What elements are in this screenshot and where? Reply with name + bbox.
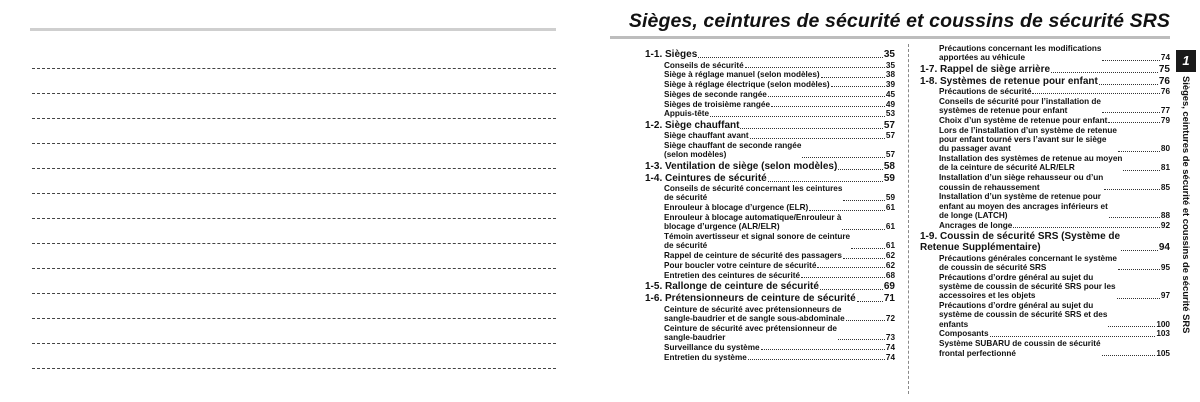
chapter-side-label — [1180, 76, 1194, 334]
note-line — [32, 268, 556, 269]
toc-leader-dots — [768, 181, 883, 182]
toc-section[interactable] — [645, 120, 895, 131]
toc-page-number: 76 — [1160, 87, 1170, 97]
toc-page-number: 35 — [885, 60, 895, 70]
toc-item[interactable] — [920, 301, 1170, 329]
toc-section[interactable] — [920, 231, 1170, 253]
toc-leader-dots — [771, 106, 885, 107]
toc-entry-title: Siège chauffant de seconde rangée (selon modèles) — [664, 141, 802, 160]
note-line — [32, 143, 556, 144]
toc-entry-title: 1-6. Prétensionneurs de ceinture de sécurité — [645, 293, 856, 305]
toc-entry-title: Ceinture de sécurité avec prétensionneur de sangle-baudrier — [664, 323, 837, 343]
toc-page-number: 57 — [885, 131, 895, 141]
note-line — [32, 243, 556, 244]
note-line — [32, 318, 556, 319]
toc-section[interactable] — [645, 293, 895, 304]
toc-item[interactable] — [645, 203, 895, 212]
toc-page-number: 105 — [1156, 348, 1170, 358]
toc-item[interactable] — [920, 329, 1170, 338]
page-title: Sièges, ceintures de sécurité et coussins de sécurité SRS — [628, 10, 1170, 32]
toc-entry-title: Pour boucler votre ceinture de sécurité — [664, 261, 817, 271]
toc-entry-title: 1-1. Sièges — [645, 49, 698, 60]
toc-item[interactable] — [920, 273, 1170, 301]
toc-page-number: 92 — [1160, 220, 1170, 230]
toc-entry-title: Siège à réglage manuel (selon modèles) — [664, 70, 820, 80]
toc-page-number: 97 — [1160, 291, 1170, 301]
toc-page-number: 61 — [885, 222, 895, 232]
toc-entry-title: Précautions d’ordre général au sujet du système de coussin de sécurité SRS pour les accessoires et les objets — [939, 272, 1116, 301]
toc-leader-dots — [821, 77, 885, 78]
toc-item[interactable] — [645, 70, 895, 79]
toc-entry-title: Installation d’un système de retenue pour enfant au moyen des ancrages inférieurs et de longe (LATCH) — [939, 192, 1108, 220]
toc-page-number: 68 — [885, 270, 895, 280]
toc-page-number: 69 — [883, 281, 895, 293]
toc-item[interactable] — [920, 154, 1170, 173]
toc-page-number: 49 — [885, 99, 895, 109]
toc-entry-title: Appuis-tête — [664, 109, 710, 119]
toc-item[interactable] — [645, 305, 895, 324]
toc-entry-title: Témoin avertisseur et signal sonore de ceinture de sécurité — [664, 232, 851, 251]
toc-leader-dots — [990, 336, 1156, 337]
toc-item[interactable] — [920, 126, 1170, 154]
toc-page-number: 103 — [1156, 329, 1170, 339]
note-line — [32, 118, 556, 119]
toc-entry-title: Siège chauffant avant — [664, 131, 749, 141]
toc-leader-dots — [740, 128, 882, 129]
toc-entry-title: Ancrages de longe — [939, 220, 1013, 230]
title-rule — [610, 36, 1170, 39]
chapter-number-tab: 1 — [1176, 50, 1196, 72]
toc-page-number: 76 — [1158, 75, 1170, 87]
toc-section[interactable] — [920, 64, 1170, 75]
toc-item[interactable] — [645, 261, 895, 270]
toc-entry-title: Surveillance du système — [664, 342, 760, 352]
toc-entry-title: Conseils de sécurité concernant les ceintures de sécurité — [664, 184, 843, 203]
toc-item[interactable] — [645, 251, 895, 260]
toc-leader-dots — [750, 138, 885, 139]
toc-entry-title: Sièges de troisième rangée — [664, 99, 771, 109]
toc-leader-dots — [1108, 326, 1155, 327]
toc-entry-title: Siège à réglage électrique (selon modèles) — [664, 80, 830, 90]
toc-page-number: 74 — [885, 352, 895, 362]
toc-leader-dots — [1102, 355, 1156, 356]
toc-leader-dots — [846, 320, 885, 321]
note-line — [32, 168, 556, 169]
toc-column-right — [920, 44, 1170, 358]
toc-entry-title: Précautions générales concernant le système de coussin de sécurité SRS — [939, 253, 1117, 272]
toc-leader-dots — [831, 86, 885, 87]
toc-page-number: 94 — [1158, 242, 1170, 254]
toc-section[interactable] — [645, 49, 895, 60]
toc-item[interactable] — [645, 100, 895, 109]
toc-leader-dots — [801, 277, 885, 278]
column-divider — [908, 44, 909, 394]
toc-leader-dots — [698, 57, 883, 58]
toc-item[interactable] — [645, 141, 895, 160]
toc-item[interactable] — [645, 61, 895, 70]
toc-page-number: 61 — [885, 241, 895, 251]
toc-entry-title: Entretien des ceintures de sécurité — [664, 270, 801, 280]
toc-page-number: 88 — [1160, 210, 1170, 220]
toc-leader-dots — [1102, 112, 1160, 113]
toc-page-number: 62 — [885, 261, 895, 271]
toc-leader-dots — [1109, 217, 1160, 218]
toc-page-number: 74 — [885, 342, 895, 352]
toc-leader-dots — [851, 248, 885, 249]
toc-leader-dots — [843, 200, 885, 201]
toc-leader-dots — [1104, 189, 1160, 190]
toc-leader-dots — [1013, 227, 1160, 228]
note-line — [32, 218, 556, 219]
toc-leader-dots — [802, 157, 884, 158]
toc-entry-title: 1-9. Coussin de sécurité SRS (Système de Retenue Supplémentaire) — [920, 231, 1121, 254]
toc-entry-title: Ceinture de sécurité avec prétensionneurs de sangle-baudrier et de sangle sous-abdominale — [664, 304, 845, 323]
toc-entry-title: Sièges de seconde rangée — [664, 89, 767, 99]
toc-item[interactable] — [645, 213, 895, 232]
toc-item[interactable] — [920, 44, 1170, 63]
note-line — [32, 93, 556, 94]
toc-entry-title: 1-2. Siège chauffant — [645, 119, 740, 131]
toc-page-number: 57 — [885, 150, 895, 160]
toc-entry-title: Conseils de sécurité pour l’installation de systèmes de retenue pour enfant — [939, 96, 1101, 116]
toc-leader-dots — [842, 229, 884, 230]
toc-item[interactable] — [645, 353, 895, 362]
toc-page-number: 71 — [883, 293, 895, 305]
toc-entry-title: 1-7. Rappel de siège arrière — [920, 63, 1051, 75]
toc-leader-dots — [1108, 122, 1160, 123]
toc-page-number: 57 — [883, 119, 895, 131]
toc-entry-title: Installation d’un siège rehausseur ou d’un coussin de rehaussement — [939, 173, 1104, 192]
toc-item[interactable] — [920, 87, 1170, 96]
chapter-side-label-text: Sièges, ceintures de sécurité et coussins de sécurité SRS — [1181, 76, 1192, 334]
toc-entry-title: Installation des systèmes de retenue au moyen de la ceinture de sécurité ALR/ELR — [939, 154, 1123, 173]
toc-entry-title: Système SUBARU de coussin de sécurité frontal perfectionné — [939, 339, 1101, 358]
toc-item[interactable] — [920, 116, 1170, 125]
toc-item[interactable] — [920, 173, 1170, 192]
toc-entry-title: Enrouleur à blocage automatique/Enrouleur à blocage d’urgence (ALR/ELR) — [664, 213, 842, 232]
toc-leader-dots — [843, 258, 885, 259]
toc-leader-dots — [761, 349, 885, 350]
note-line — [32, 368, 556, 369]
toc-item[interactable] — [920, 221, 1170, 230]
toc-leader-dots — [1117, 298, 1160, 299]
toc-leader-dots — [809, 210, 885, 211]
toc-item[interactable] — [920, 254, 1170, 273]
toc-leader-dots — [1099, 84, 1158, 85]
toc-item[interactable] — [645, 109, 895, 118]
toc-leader-dots — [1118, 269, 1160, 270]
toc-page-number: 77 — [1160, 106, 1170, 116]
toc-leader-dots — [838, 339, 885, 340]
toc-entry-title: Lors de l’installation d’un système de retenue pour enfant tourné vers l’avant sur le siège du passager avant — [939, 125, 1117, 154]
toc-item[interactable] — [645, 184, 895, 203]
toc-leader-dots — [1102, 60, 1159, 61]
toc-item[interactable] — [645, 232, 895, 251]
toc-entry-title: Rappel de ceinture de sécurité des passagers — [664, 251, 842, 261]
toc-page-number: 95 — [1160, 262, 1170, 272]
note-line — [32, 343, 556, 344]
toc-page-number: 75 — [1158, 63, 1170, 75]
toc-page-number: 45 — [885, 89, 895, 99]
toc-entry-title: Précautions d’ordre général au sujet du système de coussin de sécurité SRS et des enfants — [939, 301, 1108, 329]
toc-entry-title: Choix d’un système de retenue pour enfant — [939, 115, 1108, 125]
toc-leader-dots — [838, 169, 883, 170]
toc-leader-dots — [820, 289, 883, 290]
toc-page-number: 59 — [883, 172, 895, 184]
toc-leader-dots — [857, 301, 883, 302]
toc-page-number: 59 — [885, 193, 895, 203]
toc-item[interactable] — [920, 339, 1170, 358]
toc-section[interactable] — [645, 161, 895, 172]
toc-leader-dots — [1032, 93, 1160, 94]
toc-entry-title: 1-4. Ceintures de sécurité — [645, 172, 767, 184]
toc-entry-title: Composants — [939, 329, 989, 339]
toc-leader-dots — [768, 96, 885, 97]
toc-leader-dots — [748, 359, 885, 360]
toc-entry-title: Conseils de sécurité — [664, 60, 744, 70]
toc-page-number: 74 — [1160, 53, 1170, 63]
toc-leader-dots — [1051, 72, 1158, 73]
toc-item[interactable] — [920, 192, 1170, 220]
toc-page-number: 100 — [1156, 319, 1170, 329]
toc-item[interactable] — [645, 324, 895, 343]
toc-section[interactable] — [645, 281, 895, 292]
toc-page-number: 58 — [883, 160, 895, 172]
toc-leader-dots — [1118, 151, 1160, 152]
toc-page-number: 81 — [1160, 163, 1170, 173]
toc-section[interactable] — [920, 76, 1170, 87]
toc-leader-dots — [817, 267, 884, 268]
toc-page-number: 79 — [1160, 115, 1170, 125]
toc-page-number: 72 — [885, 313, 895, 323]
toc-leader-dots — [1123, 170, 1160, 171]
notes-header-rule — [30, 28, 556, 31]
toc-item[interactable] — [645, 131, 895, 140]
toc-page-number: 73 — [885, 333, 895, 343]
toc-page-number: 80 — [1160, 144, 1170, 154]
toc-page-number: 85 — [1160, 182, 1170, 192]
note-line — [32, 193, 556, 194]
toc-entry-title: 1-3. Ventilation de siège (selon modèles) — [645, 160, 838, 172]
toc-column-left — [645, 48, 895, 362]
toc-entry-title: Précautions de sécurité — [939, 87, 1032, 97]
toc-leader-dots — [1121, 250, 1158, 251]
toc-entry-title: 1-8. Systèmes de retenue pour enfant — [920, 75, 1098, 87]
toc-leader-dots — [745, 67, 885, 68]
toc-page-number: 53 — [885, 109, 895, 119]
note-line — [32, 293, 556, 294]
toc-entry-title: Enrouleur à blocage d’urgence (ELR) — [664, 203, 809, 213]
toc-page-number: 39 — [885, 80, 895, 90]
notes-page — [0, 0, 590, 402]
toc-item[interactable] — [645, 90, 895, 99]
toc-section[interactable] — [645, 173, 895, 184]
note-line — [32, 68, 556, 69]
toc-item[interactable] — [645, 271, 895, 280]
toc-entry-title: 1-5. Rallonge de ceinture de sécurité — [645, 281, 819, 293]
toc-entry-title: Entretien du système — [664, 352, 747, 362]
toc-leader-dots — [710, 116, 885, 117]
toc-page-number: 38 — [885, 70, 895, 80]
toc-page-number: 62 — [885, 251, 895, 261]
toc-page-number: 61 — [885, 203, 895, 213]
toc-page-number: 35 — [883, 49, 895, 60]
toc-item[interactable] — [645, 343, 895, 352]
toc-item[interactable] — [920, 97, 1170, 116]
toc-entry-title: Précautions concernant les modifications apportées au véhicule — [939, 44, 1102, 63]
toc-item[interactable] — [645, 80, 895, 89]
